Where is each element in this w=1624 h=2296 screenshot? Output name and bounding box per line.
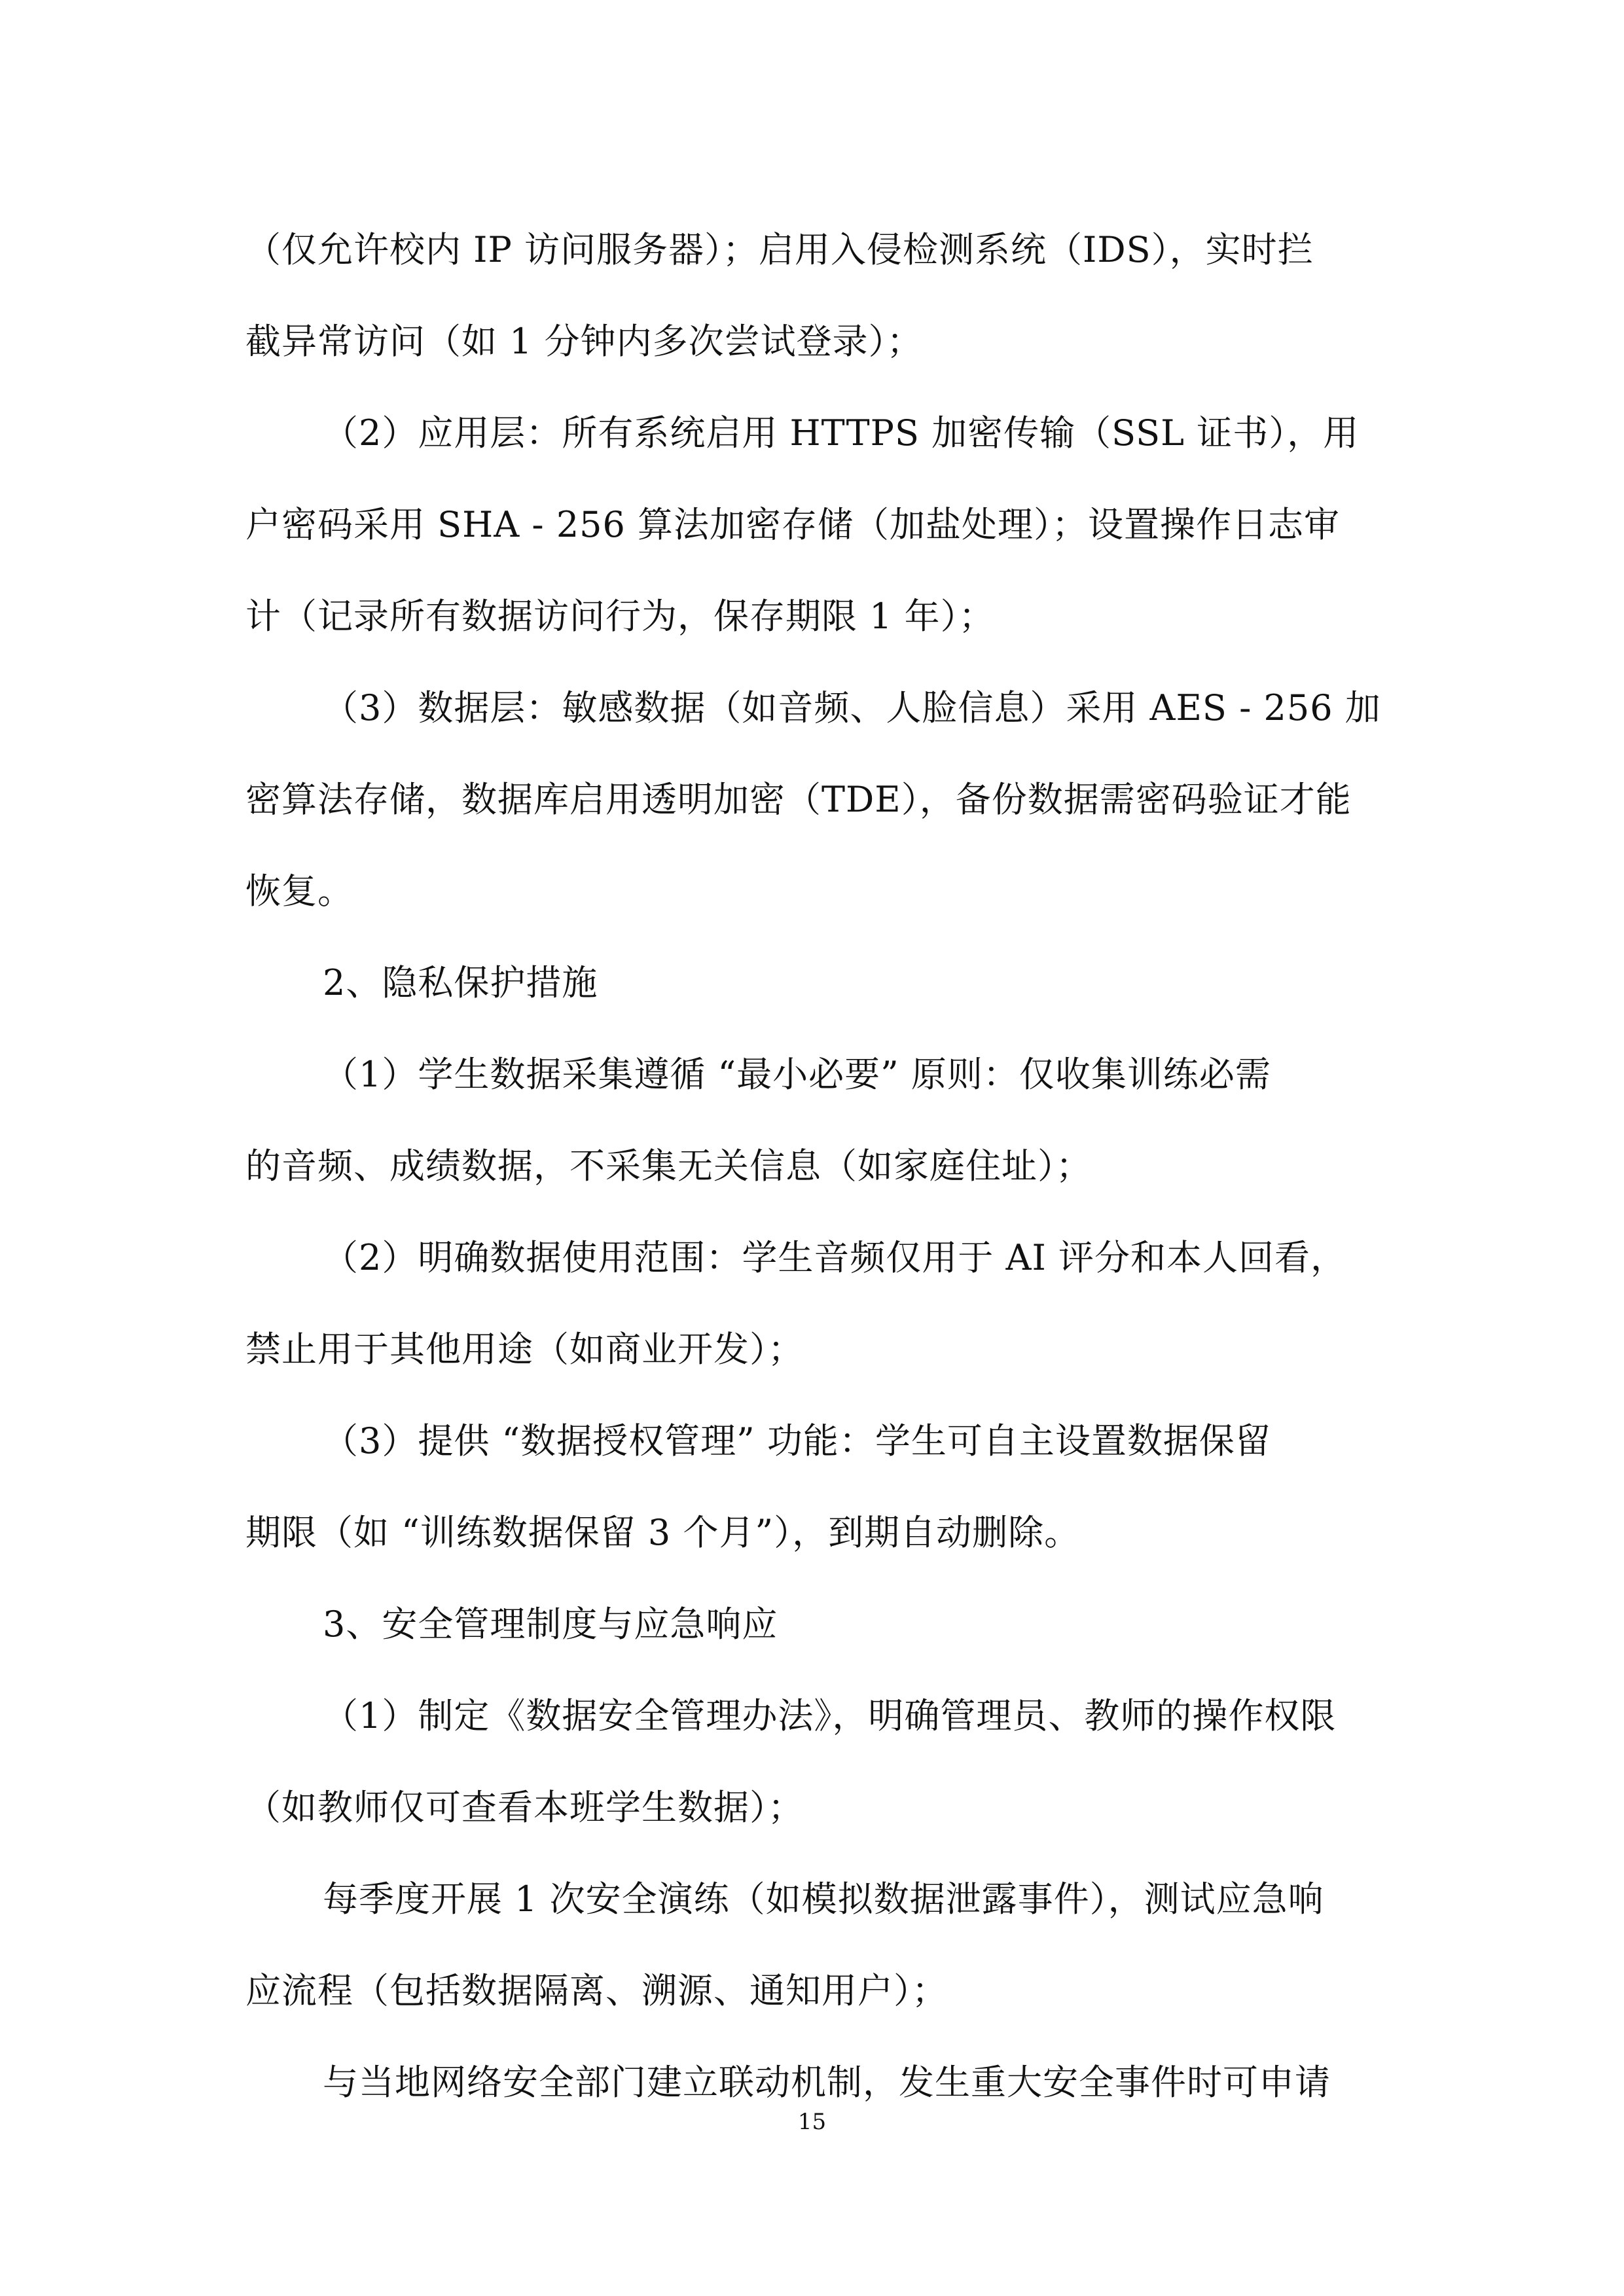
body-text: [245, 204, 1391, 2128]
text-line: 与当地网络安全部门建立联动机制，发生重大安全事件时可申请: [323, 2062, 1331, 2103]
text-line: 截异常访问（如 1 分钟内多次尝试登录）；: [245, 321, 923, 362]
text-line: 计（记录所有数据访问行为，保存期限 1 年）；: [245, 596, 995, 637]
text-line: （1）制定《数据安全管理办法》，明确管理员、教师的操作权限: [323, 1695, 1337, 1736]
text-line: （1）学生数据采集遵循 “最小必要” 原则：仅收集训练必需: [323, 1054, 1271, 1095]
text-line: 期限（如 “训练数据保留 3 个月”），到期自动删除。: [245, 1512, 1081, 1553]
text-line: 户密码采用 SHA - 256 算法加密存储（加盐处理）；设置操作日志审: [245, 504, 1341, 545]
text-line: 应流程（包括数据隔离、溯源、通知用户）；: [245, 1970, 948, 2011]
section-heading: 3、安全管理制度与应急响应: [323, 1604, 778, 1645]
text-line: （2）明确数据使用范围：学生音频仅用于 AI 评分和本人回看，: [323, 1237, 1347, 1278]
page-number: 15: [797, 2109, 827, 2135]
text-line: 每季度开展 1 次安全演练（如模拟数据泄露事件），测试应急响: [323, 1878, 1324, 1920]
text-line: （3）提供 “数据授权管理” 功能：学生可自主设置数据保留: [323, 1420, 1271, 1462]
text-line: 恢复。: [245, 870, 353, 912]
text-line: （仅允许校内 IP 访问服务器）；启用入侵检测系统（IDS），实时拦: [245, 229, 1314, 270]
text-line: （2）应用层：所有系统启用 HTTPS 加密传输（SSL 证书），用: [323, 412, 1360, 454]
text-line: 密算法存储，数据库启用透明加密（TDE），备份数据需密码验证才能: [245, 779, 1352, 820]
text-line: （3）数据层：敏感数据（如音频、人脸信息）采用 AES - 256 加: [323, 687, 1381, 728]
text-line: （如教师仅可查看本班学生数据）；: [245, 1787, 804, 1828]
text-line: 的音频、成绩数据，不采集无关信息（如家庭住址）；: [245, 1145, 1092, 1187]
text-line: 禁止用于其他用途（如商业开发）；: [245, 1329, 804, 1370]
section-heading: 2、隐私保护措施: [323, 962, 598, 1003]
